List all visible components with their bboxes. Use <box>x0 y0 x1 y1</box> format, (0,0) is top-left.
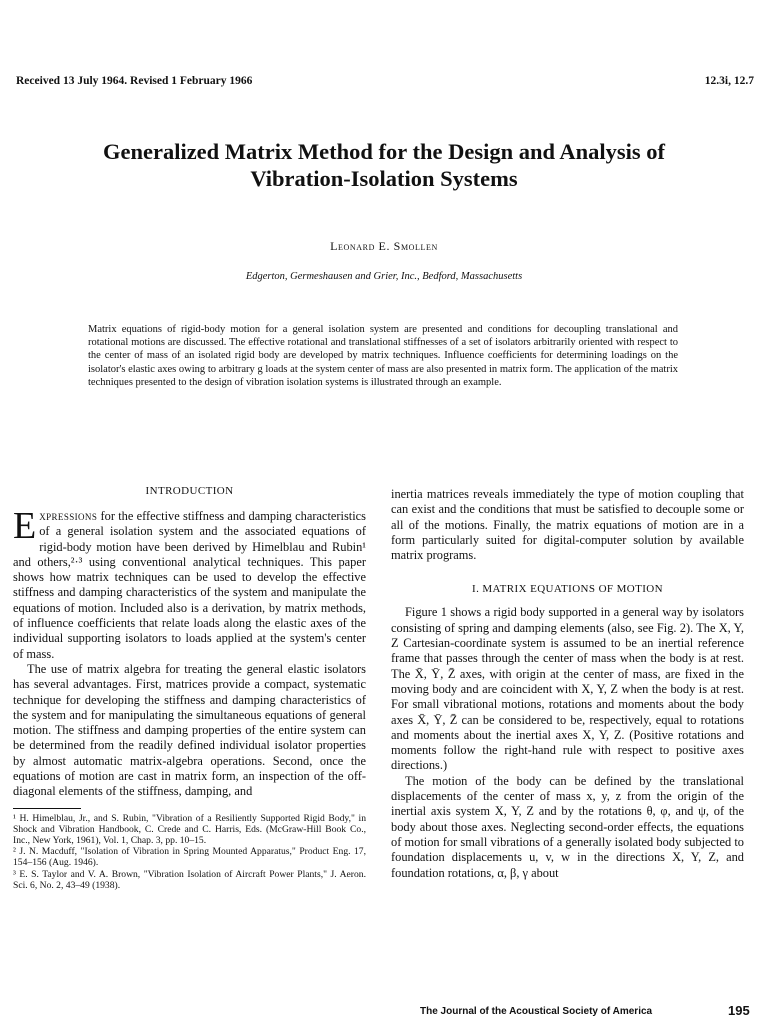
author-affiliation: Edgerton, Germeshausen and Grier, Inc., Bedford, Massachusetts <box>245 271 523 282</box>
lead-in-word: xpressions <box>39 509 98 523</box>
author-name: Leonard E. Smollen <box>330 239 438 253</box>
abstract: Matrix equations of rigid-body motion for a general isolation system are presented and conditions for decoupling translational and rotational motions are discussed. The effective rotational and translational stiffnesses of a set of isolators arbitrarily oriented with respect to the center of mass of an isolated rigid body are developed by matrix techniques. Influence coefficients for determining loadings on the isolator's elastic axes owing to arbitrary g loads at the system center of mass are also presented in matrix form. The application of the matrix techniques presented to the design of vibration isolation systems is illustrated through an example. <box>88 324 678 388</box>
classification-code: 12.3i, 12.7 <box>704 75 754 87</box>
right-column <box>391 487 744 881</box>
journal-name: The Journal of the Acoustical Society of America <box>420 1006 653 1017</box>
introduction-paragraph-2-continued: inertia matrices reveals immediately the type of motion coupling that can exist and the conditions that must be satisfied to decouple some or all of the motions. Finally, the matrix equations of motion are in a form particularly suited for digital-computer solution by available matrix programs. <box>391 487 744 563</box>
left-column <box>13 485 366 891</box>
paper-title <box>20 138 748 192</box>
paper-title-line2: Vibration-Isolation Systems <box>250 166 518 191</box>
introduction-paragraph-2: The use of matrix algebra for treating the general elastic isolators has several advantages. First, matrices provide a compact, systematic technique for developing the stiffness and damping characteristics of the system and for manipulating the simultaneous equations of general motion. The stiffness and damping properties of the entire system can be determined from the readily defined individual isolator properties by almost automatic matrix-algebra operations. Second, once the equations of motion are cast in matrix form, an inspection of the off-diagonal elements of the stiffness, damping, and <box>13 661 366 799</box>
received-date: Received 13 July 1964. Revised 1 February 1966 <box>16 75 253 87</box>
section-1-paragraph-2: The motion of the body can be defined by the translational displacements of the center of mass x, y, z from the origin of the inertial axis system X, Y, Z and by the rotations θ, φ, and ψ, of the body about those axes. Neglecting second-order effects, the equations of motion for small vibrations of a generally isolated body subjected to foundation displacements u, v, w in the directions X, Y, Z, and foundation rotations, α, β, γ about <box>391 773 744 880</box>
paper-title-line1: Generalized Matrix Method for the Design and Analysis of <box>102 139 666 164</box>
introduction-heading: INTRODUCTION <box>145 485 234 497</box>
footnote-divider <box>13 808 81 809</box>
introduction-paragraph-1-text: for the effective stiffness and damping characteristics of a general isolation system and the associated equations of rigid-body motion have been derived by Himelblau and Rubin¹ and others,²·³ using conventional analytical techniques. This paper shows how matrix techniques can be used to develop the effective stiffness and damping characteristics of the system and manipulate the equations of motion. Included also is a derivation, by matrix methods, of influence coefficients that relate loads along the elastic axes of the individual supporting isolators to loads applied at the system's center of mass. <box>13 509 366 661</box>
drop-cap: E <box>13 505 37 547</box>
footnote-1: ¹ H. Himelblau, Jr., and S. Rubin, "Vibration of a Resiliently Supported Rigid Body," in Shock and Vibration Handbook, C. Crede and C. Harris, Eds. (McGraw-Hill Book Co., Inc., New York, 1961), Vol. 1, Chap. 3, pp. 10–15. <box>13 812 366 847</box>
section-1-paragraph-1: Figure 1 shows a rigid body supported in a general way by isolators consisting of spring and damping elements (also, see Fig. 2). The X, Y, Z Cartesian-coordinate system is assumed to be an inertial reference frame that passes through the center of mass when the body is at rest. The X̄, Ȳ, Z̄ axes, with origin at the center of mass, are fixed in the moving body and are coincident with X, Y, Z when the body is at rest. For small vibrational motions, rotations and moments about the body axes X̄, Ȳ, Z̄ can be considered to be, respectively, equal to rotations and moments about the inertial axes X, Y, Z. (Positive rotations and moments follow the right-hand rule with respect to positive axes directions.) <box>391 605 744 773</box>
section-1-heading: I. MATRIX EQUATIONS OF MOTION <box>472 583 663 596</box>
page-number: 195 <box>728 1003 750 1018</box>
introduction-paragraph-1 <box>13 505 366 662</box>
footnotes <box>13 813 366 891</box>
footnote-2: ² J. N. Macduff, "Isolation of Vibration in Spring Mounted Apparatus," Product Eng. 17, 154–156 (Aug. 1946). <box>13 846 366 869</box>
footnote-3: ³ E. S. Taylor and V. A. Brown, "Vibration Isolation of Aircraft Power Plants," J. Aeron. Sci. 6, No. 2, 43–49 (1938). <box>13 868 366 891</box>
